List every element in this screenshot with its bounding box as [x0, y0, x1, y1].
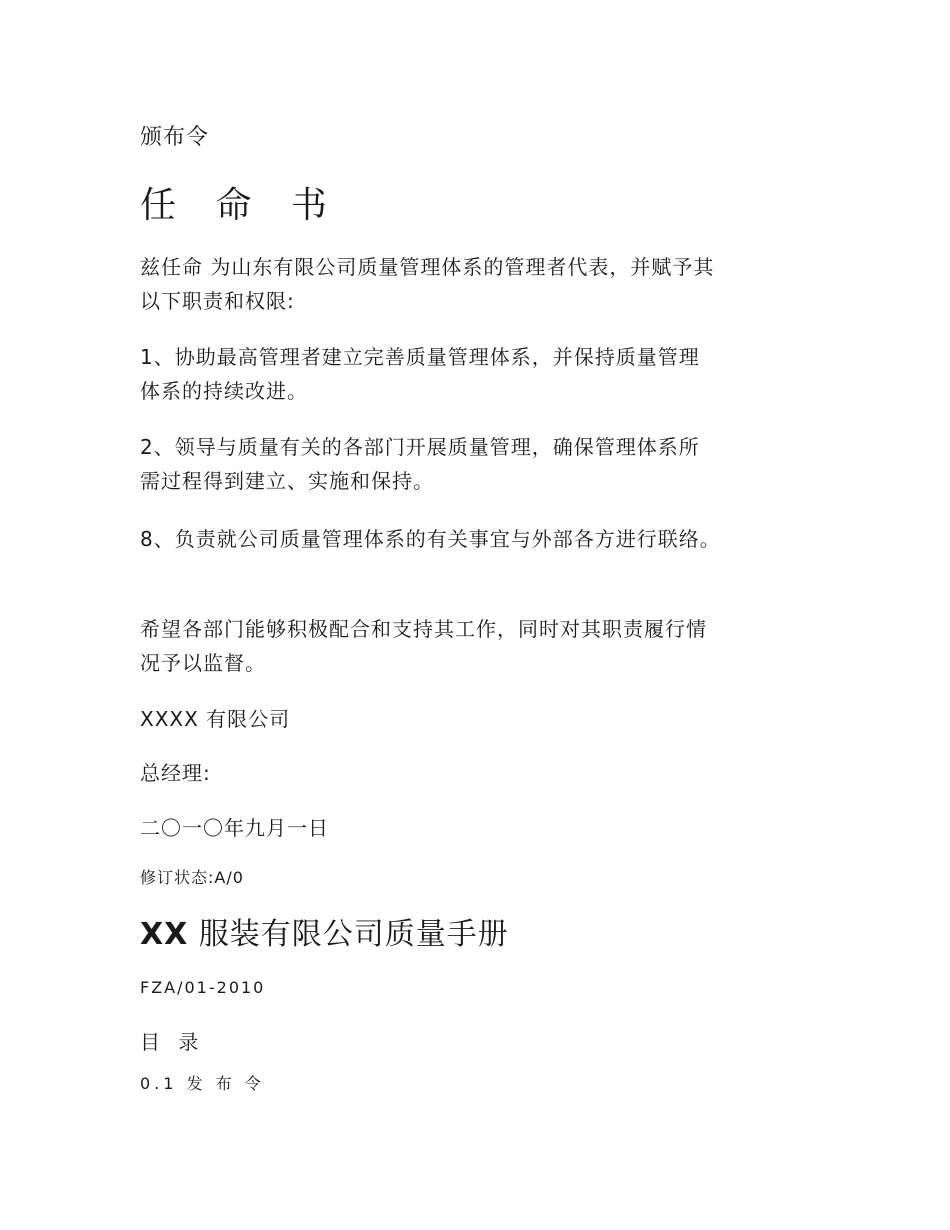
duty-item-1-line-2: 体系的持续改进。 [140, 379, 308, 403]
toc-item-label: 0.1 发 布 令 [140, 1074, 265, 1093]
duty-item-1-line-1: 1、协助最高管理者建立完善质量管理体系，并保持质量管理 [140, 345, 700, 369]
manual-title-rest: 服装有限公司质量手册 [188, 917, 509, 952]
issue-date [140, 811, 329, 845]
revision-status-text: 修订状态:A/0 [140, 868, 244, 887]
duty-item-2-line-2: 需过程得到建立、实施和保持。 [140, 469, 434, 493]
issue-date-text: 二〇一〇年九月一日 [140, 816, 329, 840]
manual-title-prefix: XX [140, 917, 189, 952]
appointment-title-text: 任 命 书 [140, 185, 341, 226]
document-code [140, 976, 265, 1000]
duty-item-1 [140, 340, 700, 408]
company-name-text: XXXX 有限公司 [140, 707, 291, 731]
promulgation-heading-text: 颁布令 [140, 125, 210, 150]
general-manager-text: 总经理: [140, 761, 211, 785]
closing-paragraph [140, 612, 707, 680]
toc-heading [140, 1025, 204, 1059]
appointment-intro-line-2: 以下职责和权限: [140, 289, 295, 313]
appointment-intro-line-1: 兹任命 为山东有限公司质量管理体系的管理者代表，并赋予其 [140, 255, 715, 279]
closing-line-1: 希望各部门能够积极配合和支持其工作，同时对其职责履行情 [140, 617, 707, 641]
manual-title [140, 915, 509, 955]
general-manager-label [140, 756, 211, 790]
duty-item-8 [140, 522, 721, 556]
closing-line-2: 况予以监督。 [140, 651, 266, 675]
toc-heading-text: 目 录 [140, 1030, 205, 1054]
appointment-intro-paragraph [140, 250, 714, 318]
company-name [140, 702, 290, 736]
toc-item[interactable] [140, 1072, 265, 1096]
duty-item-2 [140, 430, 700, 498]
document-code-text: FZA/01-2010 [140, 978, 266, 997]
promulgation-heading [140, 120, 209, 156]
appointment-title [140, 184, 341, 228]
duty-item-8-line-1: 8、负责就公司质量管理体系的有关事宜与外部各方进行联络。 [140, 527, 721, 551]
duty-item-2-line-1: 2、领导与质量有关的各部门开展质量管理，确保管理体系所 [140, 435, 700, 459]
revision-status [140, 866, 244, 890]
